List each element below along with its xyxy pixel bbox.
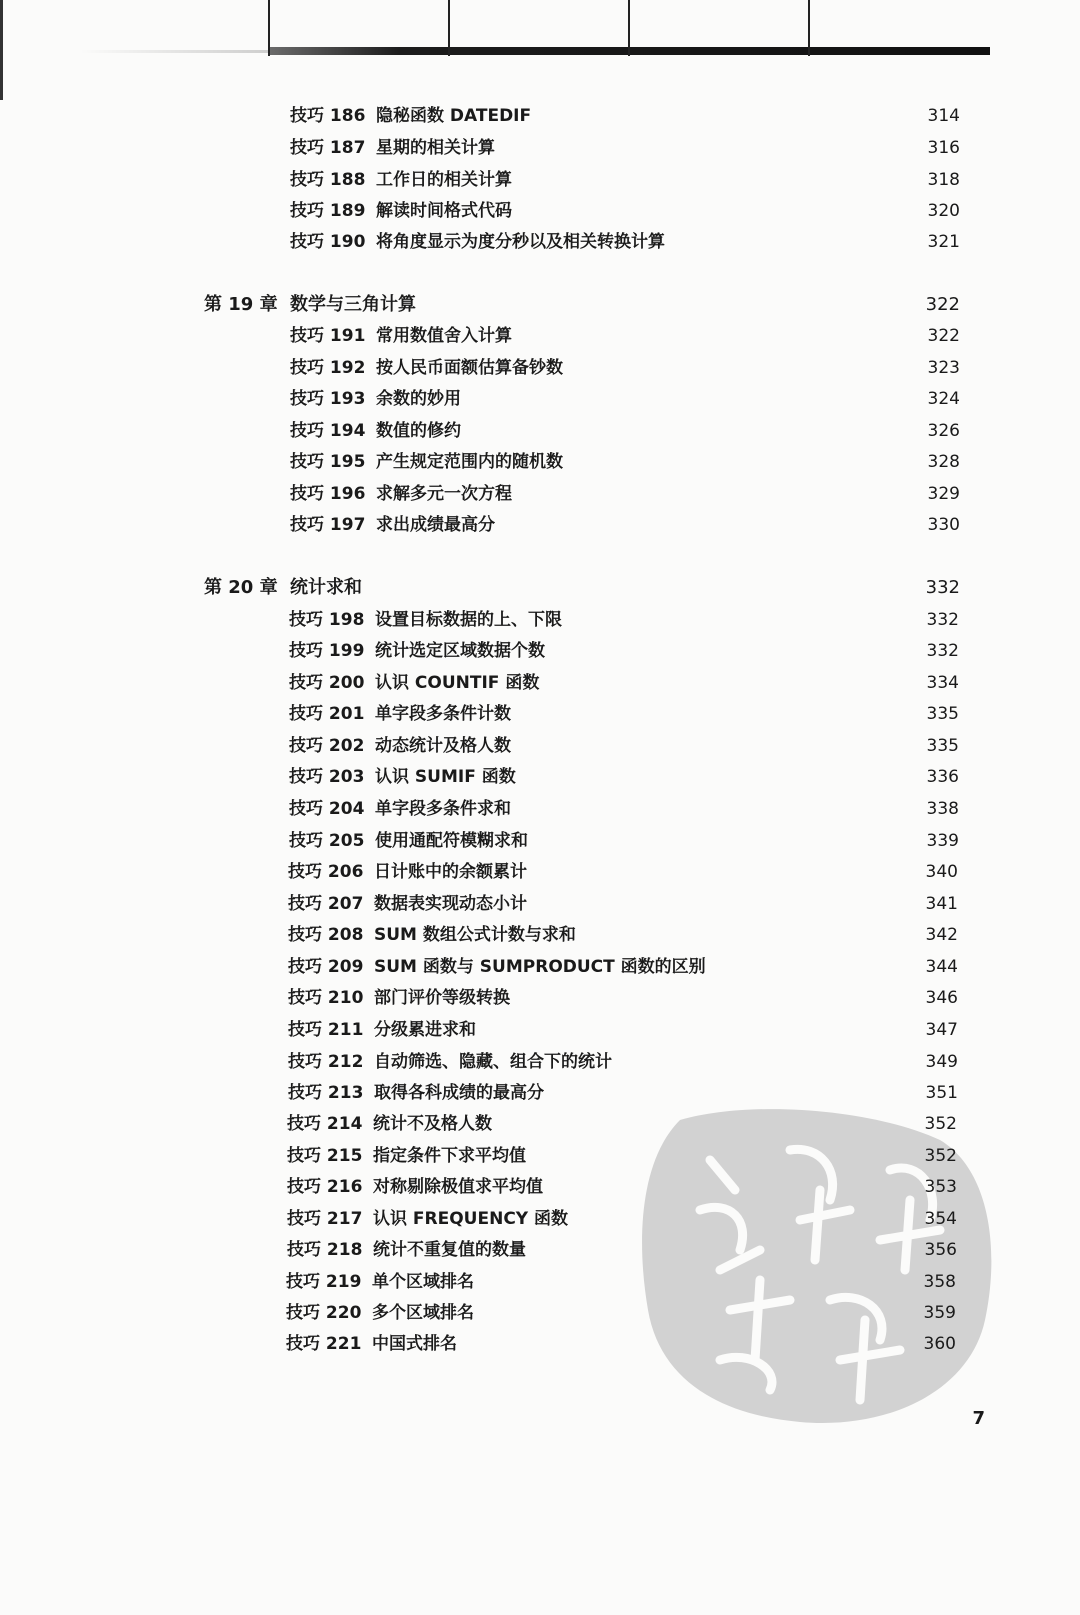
tip-title: 认识 SUMIF 函数 bbox=[375, 767, 516, 787]
tip-number: 技巧 196 bbox=[290, 484, 366, 504]
tip-number: 技巧 203 bbox=[289, 767, 365, 787]
tip-title: 指定条件下求平均值 bbox=[373, 1146, 526, 1166]
tip-number: 技巧 200 bbox=[289, 673, 365, 693]
tip-number: 技巧 217 bbox=[287, 1209, 363, 1229]
toc-entry[interactable] bbox=[290, 135, 960, 161]
tip-title: 中国式排名 bbox=[372, 1334, 457, 1354]
tip-number: 技巧 194 bbox=[290, 421, 366, 441]
tip-title: 日计账中的余额累计 bbox=[374, 862, 527, 882]
tip-number: 技巧 214 bbox=[287, 1114, 363, 1134]
toc-entry[interactable] bbox=[289, 764, 959, 790]
tip-title: 单个区域排名 bbox=[372, 1272, 474, 1292]
page-ref: 351 bbox=[925, 1083, 958, 1103]
toc-entry[interactable] bbox=[288, 891, 958, 917]
tip-number: 技巧 191 bbox=[290, 326, 366, 346]
tip-title: 使用通配符模糊求和 bbox=[375, 831, 528, 851]
tip-number: 技巧 216 bbox=[287, 1177, 363, 1197]
tip-title: 分级累进求和 bbox=[374, 1020, 476, 1040]
tip-title: 动态统计及格人数 bbox=[375, 736, 511, 756]
chapter-number: 第 19 章 bbox=[204, 294, 278, 315]
page-ref: 359 bbox=[923, 1303, 956, 1323]
tip-number: 技巧 213 bbox=[288, 1083, 364, 1103]
toc-entry[interactable] bbox=[290, 418, 960, 444]
toc-entry[interactable] bbox=[288, 1080, 958, 1106]
tip-title: 取得各科成绩的最高分 bbox=[374, 1083, 544, 1103]
toc-entry[interactable] bbox=[290, 386, 960, 412]
tip-title: 按人民币面额估算备钞数 bbox=[376, 358, 563, 378]
page-ref: 330 bbox=[927, 515, 960, 535]
tip-title: 设置目标数据的上、下限 bbox=[375, 610, 562, 630]
page-ref: 322 bbox=[927, 326, 960, 346]
page-ref: 335 bbox=[926, 736, 959, 756]
tip-title: 认识 COUNTIF 函数 bbox=[375, 673, 540, 693]
toc-entry[interactable] bbox=[286, 1269, 956, 1295]
toc-entry[interactable] bbox=[286, 1331, 956, 1357]
page-ref: 326 bbox=[927, 421, 960, 441]
tip-title: 自动筛选、隐藏、组合下的统计 bbox=[374, 1052, 612, 1072]
toc-entry[interactable] bbox=[289, 701, 959, 727]
tip-title: 部门评价等级转换 bbox=[374, 988, 510, 1008]
tip-number: 技巧 188 bbox=[290, 170, 366, 190]
page-ref: 324 bbox=[927, 389, 960, 409]
tip-title: 星期的相关计算 bbox=[376, 138, 495, 158]
tip-title: 将角度显示为度分秒以及相关转换计算 bbox=[376, 232, 665, 252]
tip-number: 技巧 215 bbox=[287, 1146, 363, 1166]
tip-title: 认识 FREQUENCY 函数 bbox=[373, 1209, 569, 1229]
page-ref: 344 bbox=[925, 957, 958, 977]
tip-title: 多个区域排名 bbox=[372, 1303, 474, 1323]
page-ref: 334 bbox=[926, 673, 959, 693]
tip-title: 数值的修约 bbox=[376, 421, 461, 441]
page-ref: 346 bbox=[925, 988, 958, 1008]
toc-entry[interactable] bbox=[287, 1143, 957, 1169]
page-ref: 342 bbox=[925, 925, 958, 945]
page-ref: 332 bbox=[926, 610, 959, 630]
tip-title: 解读时间格式代码 bbox=[376, 201, 512, 221]
chapter-title: 数学与三角计算 bbox=[290, 294, 416, 315]
tip-title: 单字段多条件计数 bbox=[375, 704, 511, 724]
chapter-entry[interactable] bbox=[204, 292, 960, 318]
toc-entry[interactable] bbox=[290, 323, 960, 349]
toc-entry[interactable] bbox=[290, 229, 960, 255]
tip-number: 技巧 212 bbox=[288, 1052, 364, 1072]
tip-title: 对称剔除极值求平均值 bbox=[373, 1177, 543, 1197]
toc-entry[interactable] bbox=[289, 796, 959, 822]
page-ref: 352 bbox=[924, 1114, 957, 1134]
page-ref: 353 bbox=[924, 1177, 957, 1197]
tip-number: 技巧 186 bbox=[290, 106, 366, 126]
tip-title: 求解多元一次方程 bbox=[376, 484, 512, 504]
toc-entry[interactable] bbox=[290, 198, 960, 224]
tip-title: 统计不及格人数 bbox=[373, 1114, 492, 1134]
tip-number: 技巧 208 bbox=[288, 925, 364, 945]
toc-entry[interactable] bbox=[288, 985, 958, 1011]
tip-number: 技巧 219 bbox=[286, 1272, 362, 1292]
chapter-entry[interactable] bbox=[204, 575, 960, 601]
tip-title: 常用数值舍入计算 bbox=[376, 326, 512, 346]
tip-number: 技巧 211 bbox=[288, 1020, 364, 1040]
tip-title: 统计选定区域数据个数 bbox=[375, 641, 545, 661]
tip-title: SUM 函数与 SUMPRODUCT 函数的区别 bbox=[374, 957, 706, 977]
page-ref: 356 bbox=[924, 1240, 957, 1260]
page-ref: 360 bbox=[923, 1334, 956, 1354]
tip-number: 技巧 205 bbox=[289, 831, 365, 851]
toc-entry[interactable] bbox=[290, 167, 960, 193]
tip-title: 数据表实现动态小计 bbox=[374, 894, 527, 914]
tip-number: 技巧 220 bbox=[286, 1303, 362, 1323]
tip-number: 技巧 209 bbox=[288, 957, 364, 977]
page-ref: 332 bbox=[926, 641, 959, 661]
page-ref: 329 bbox=[927, 484, 960, 504]
page-ref: 354 bbox=[924, 1209, 957, 1229]
tip-title: SUM 数组公式计数与求和 bbox=[374, 925, 576, 945]
toc-entry[interactable] bbox=[288, 859, 958, 885]
toc-entry[interactable] bbox=[287, 1174, 957, 1200]
toc-entry[interactable] bbox=[289, 733, 959, 759]
page-ref: 349 bbox=[925, 1052, 958, 1072]
tip-number: 技巧 221 bbox=[286, 1334, 362, 1354]
toc-entry[interactable] bbox=[289, 670, 959, 696]
tip-number: 技巧 199 bbox=[289, 641, 365, 661]
tip-number: 技巧 189 bbox=[290, 201, 366, 221]
toc-entry[interactable] bbox=[290, 355, 960, 381]
page-ref: 323 bbox=[927, 358, 960, 378]
page-ref: 340 bbox=[925, 862, 958, 882]
tip-number: 技巧 207 bbox=[288, 894, 364, 914]
tip-number: 技巧 206 bbox=[288, 862, 364, 882]
toc-entry[interactable] bbox=[286, 1300, 956, 1326]
tip-number: 技巧 198 bbox=[289, 610, 365, 630]
page-ref: 358 bbox=[923, 1272, 956, 1292]
tip-title: 工作日的相关计算 bbox=[376, 170, 512, 190]
page-ref: 314 bbox=[927, 106, 960, 126]
tip-number: 技巧 201 bbox=[289, 704, 365, 724]
toc-entry[interactable] bbox=[287, 1206, 957, 1232]
toc-entry[interactable] bbox=[287, 1237, 957, 1263]
page-ref: 322 bbox=[925, 294, 960, 315]
toc-entry[interactable] bbox=[288, 954, 958, 980]
page-ref: 321 bbox=[927, 232, 960, 252]
page-ref: 320 bbox=[927, 201, 960, 221]
tip-number: 技巧 210 bbox=[288, 988, 364, 1008]
tip-number: 技巧 195 bbox=[290, 452, 366, 472]
tip-number: 技巧 190 bbox=[290, 232, 366, 252]
toc-entry[interactable] bbox=[289, 607, 959, 633]
page-ref: 316 bbox=[927, 138, 960, 158]
page-ref: 318 bbox=[927, 170, 960, 190]
tip-number: 技巧 193 bbox=[290, 389, 366, 409]
toc-entry[interactable] bbox=[288, 1017, 958, 1043]
tip-title: 求出成绩最高分 bbox=[376, 515, 495, 535]
page-ref: 339 bbox=[926, 831, 959, 851]
tip-number: 技巧 218 bbox=[287, 1240, 363, 1260]
chapter-title: 统计求和 bbox=[290, 577, 362, 598]
page-ref: 328 bbox=[927, 452, 960, 472]
toc-entry[interactable] bbox=[289, 828, 959, 854]
chapter-number: 第 20 章 bbox=[204, 577, 278, 598]
page-ref: 352 bbox=[924, 1146, 957, 1166]
page-ref: 341 bbox=[925, 894, 958, 914]
tip-title: 单字段多条件求和 bbox=[375, 799, 511, 819]
tip-number: 技巧 192 bbox=[290, 358, 366, 378]
toc-entry[interactable] bbox=[288, 1049, 958, 1075]
toc-entry[interactable] bbox=[287, 1111, 957, 1137]
toc-entry[interactable] bbox=[290, 481, 960, 507]
page-ref: 336 bbox=[926, 767, 959, 787]
page-number: 7 bbox=[972, 1408, 985, 1429]
tip-title: 统计不重复值的数量 bbox=[373, 1240, 526, 1260]
tip-number: 技巧 202 bbox=[289, 736, 365, 756]
tip-title: 隐秘函数 DATEDIF bbox=[376, 106, 532, 126]
toc-entry[interactable] bbox=[290, 512, 960, 538]
page-ref: 332 bbox=[925, 577, 960, 598]
page-ref: 335 bbox=[926, 704, 959, 724]
page-ref: 347 bbox=[925, 1020, 958, 1040]
toc-entry[interactable] bbox=[289, 638, 959, 664]
tip-title: 产生规定范围内的随机数 bbox=[376, 452, 563, 472]
page-ref: 338 bbox=[926, 799, 959, 819]
toc-entry[interactable] bbox=[288, 922, 958, 948]
toc-entry[interactable] bbox=[290, 103, 960, 129]
toc-entry[interactable] bbox=[290, 449, 960, 475]
tip-number: 技巧 187 bbox=[290, 138, 366, 158]
tip-number: 技巧 197 bbox=[290, 515, 366, 535]
tip-number: 技巧 204 bbox=[289, 799, 365, 819]
tip-title: 余数的妙用 bbox=[376, 389, 461, 409]
